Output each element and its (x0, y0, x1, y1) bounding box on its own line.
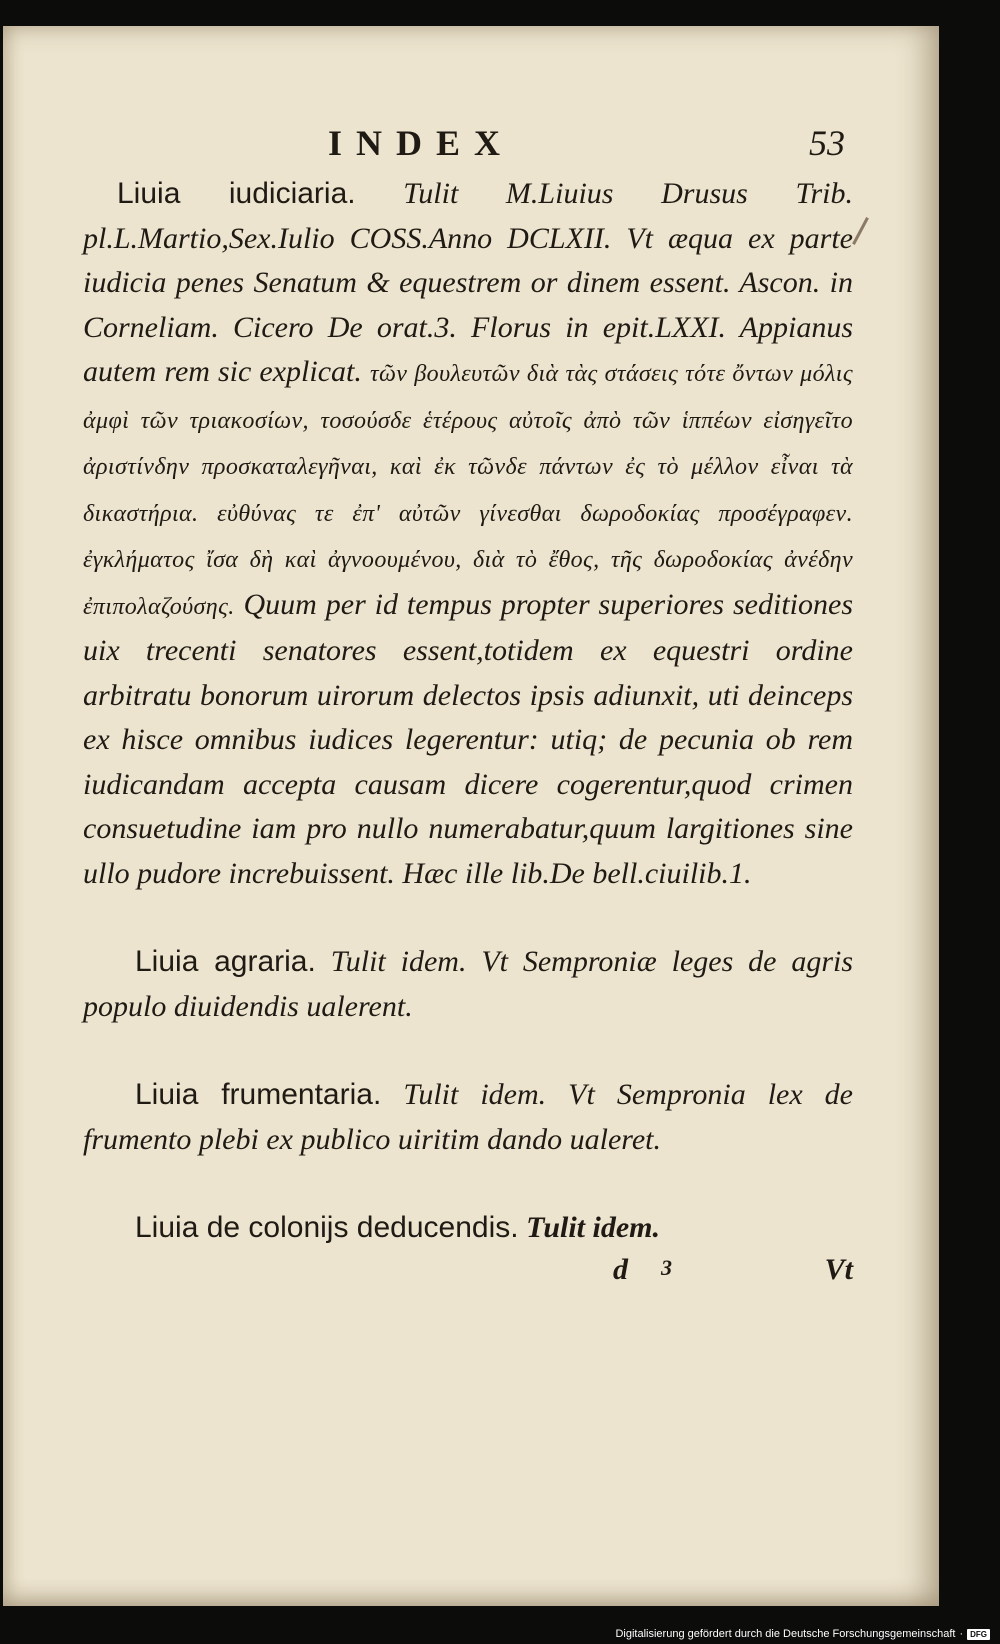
entry-headword: Liuia agraria. (135, 945, 316, 978)
credit-text: Digitalisierung gefördert durch die Deutsche Forschungsgemeinschaft (615, 1628, 956, 1640)
greek-quotation: τῶν βουλευτῶν διὰ τὰς στάσεις τότε ὄντων μόλις ἀμφὶ τῶν τριακοσίων, τοσούσδε ἑτέρους αὐτοῖς ἀπὸ τῶν ἱππέων εἰσηγεῖτο ἀριστίνδην προσκαταλεγῆναι, καὶ ἐκ τῶνδε πάντων ἐς τὸ μέλλον εἶναι τὰ δικαστήρια. εὐθύνας τε ἐπ' αὐτῶν γίνεσθαι δωροδοκίας προσέγραφεν. ἐγκλήματος ἴσα δὴ καὶ ἀγνοουμένου, διὰ τὸ ἔθος, τῆς δωροδοκίας ἀνέδην ἐπιπολαζούσης. (83, 361, 853, 620)
signature-mark: d (613, 1252, 628, 1286)
entry-headword: Liuia de colonijs deducendis. (135, 1211, 519, 1244)
running-head (83, 110, 853, 172)
entry-text: Tulit idem. (526, 1211, 660, 1244)
entry-headword: Liuia frumentaria. (135, 1078, 382, 1111)
index-entry (83, 172, 853, 896)
digitization-credit: Digitalisierung gefördert durch die Deutsche Forschungsgemeinschaft · DFG (615, 1628, 990, 1640)
book-page (3, 26, 939, 1606)
latin-translation: Quum per id tempus propter superiores seditiones uix trecenti senatores essent,totidem ex equestri ordine arbitratu bonorum uirorum delectos ipsis adiunxit, uti deinceps ex hisce omnibus iudices legerentur: utiq; de pecunia ob rem iudicandam accepta causam dicere cogerentur,quod crimen consuetudine iam pro nullo numerabatur,quum largitiones sine ullo pudore increbuissent. Hæc ille lib.De bell.ciuilib.1. (83, 587, 853, 890)
running-head-title: INDEX (328, 123, 515, 163)
signature-number: 3 (661, 1254, 672, 1280)
entry-text: Tulit M.Liuius Drusus Trib. pl.L.Martio,Sex.Iulio COSS.Anno DCLXII. Vt æqua ex parte iudicia penes Senatum & equestrem or dinem essent. Ascon. in Corneliam. Cicero De orat.3. Florus in epit.LXXI. Appianus autem rem sic explicat. (83, 177, 853, 388)
margin-pen-stroke (852, 217, 869, 245)
entry-headword: Liuia iudiciaria. (117, 177, 356, 210)
index-entry (83, 1206, 853, 1251)
entry-text: Tulit idem. Vt Semproniæ leges de agris populo diuidendis ualerent. (83, 945, 854, 1023)
signature-line (83, 1253, 853, 1297)
entry-text: Tulit idem. Vt Sempronia lex de frumento plebi ex publico uiritim dando ualeret. (83, 1078, 854, 1156)
page-content (83, 110, 853, 1297)
index-entry (83, 940, 853, 1029)
page-number: 53 (809, 123, 845, 163)
dfg-logo: DFG (967, 1629, 990, 1640)
catchword: Vt (824, 1252, 853, 1286)
index-entry (83, 1073, 853, 1162)
